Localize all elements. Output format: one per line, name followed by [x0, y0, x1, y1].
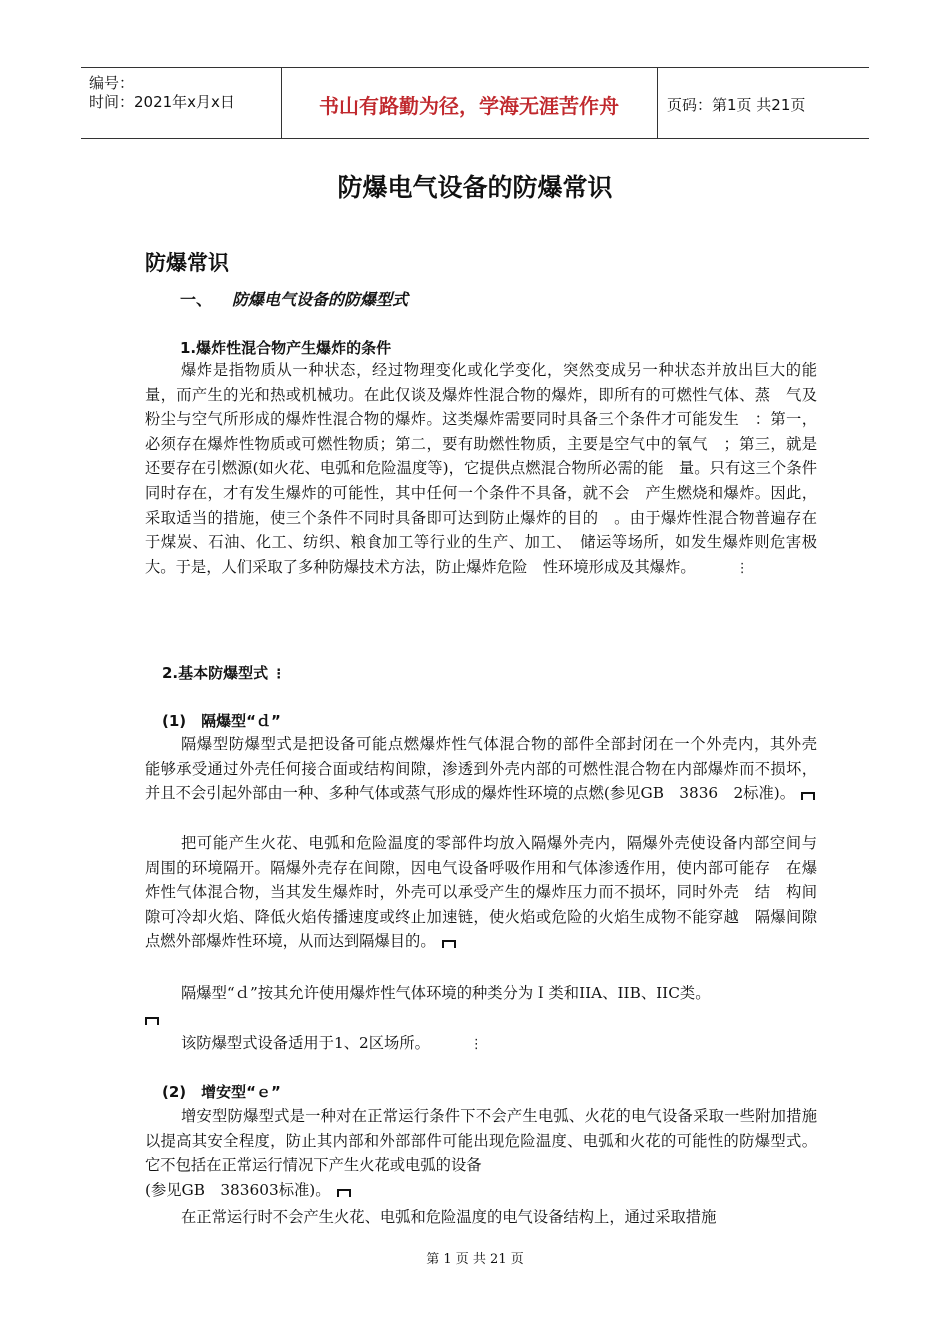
heading-text: 2.基本防爆型式 — [162, 664, 269, 682]
subsection-heading — [180, 287, 408, 310]
header-page-cell — [657, 68, 869, 138]
paragraph-increased-safety-1 — [145, 1104, 817, 1202]
paragraph-body: 爆炸是指物质从一种状态，经过物理变化或化学变化，突然变成另一种状态并放出巨大的能量，而产生的光和热或机械功。在此仅谈及爆炸性混合物的爆炸，即所有的可燃性气体、蒸 气及粉尘与空气所形成的爆炸性混合物的爆炸。这类爆炸需要同时具备三个条件才可能发生 ：第一，必须存在爆炸性物质或可燃性物质；第二，要有助燃性物质，主要是空气中的氧气 ；第三，就是还要存在引燃源(如火花、电弧和危险温度等)，它提供点燃混合物所必需的能 量。只有这三个条件同时存在，才有发生爆炸的可能性，其中任何一个条件不具备，就不会 产生燃烧和爆炸。因此，采取适当的措施，使三个条件不同时具备即可达到防止爆炸的目的 。由于爆炸性混合物普遍存在于煤炭、石油、化工、纺织、粮食加工等行业的生产、加工、 储运等场所，如发生爆炸则危害极大。于是，人们采取了多种防爆技术方法，防止爆炸危险 性环境形成及其爆炸。 — [145, 361, 817, 576]
page-footer: 第 1 页 共 21 页 — [426, 1252, 524, 1267]
continuation-marker: ⋮ — [272, 667, 286, 682]
paragraph-flameproof-1 — [145, 732, 833, 806]
paragraph-text — [145, 981, 817, 1006]
paragraph-increased-safety-2 — [145, 1205, 817, 1230]
header-motto-cell — [281, 68, 658, 138]
paragraph-mark-icon — [337, 1189, 351, 1197]
paragraph-explosion-conditions — [145, 358, 817, 581]
paragraph-text — [145, 831, 833, 954]
paragraph-text — [145, 1031, 817, 1058]
paragraph-body: 把可能产生火花、电弧和危险温度的零部件均放入隔爆外壳内，隔爆外壳使设备内部空间与 周围的环境隔开。隔爆外壳存在间隙，因电气设备呼吸作用和气体渗透作用，使内部可能存 在爆炸性气体混合物，当其发生爆炸时，外壳可以承受产生的爆炸压力而不损坏，同时外壳 结 构间隙可冷却火焰、降低火焰传播速度或终止加速链，使火焰或危险的火焰生成物不能穿越 隔爆间隙点燃外部爆炸性环境，从而达到隔爆目的。 — [145, 834, 833, 951]
paragraph-mark-icon — [801, 792, 815, 800]
paragraph-text — [145, 732, 833, 806]
paragraph-body: 隔爆型防爆型式是把设备可能点燃爆炸性气体混合物的部件全部封闭在一个外壳内，其外壳 能够承受通过外壳任何接合面或结构间隙，渗透到外壳内部的可燃性混合物在内部爆炸而不损坏，并且不会引起外部由一种、多种气体或蒸气形成的爆炸性环境的点燃(参见GB 3836 2标准)。 — [145, 735, 833, 803]
paragraph-text — [145, 358, 817, 581]
paragraph-body: 隔爆型“ｄ”按其允许使用爆炸性气体环境的种类分为Ｉ类和IIA、IIB、IIC类。 — [181, 984, 711, 1002]
heading-flameproof-d: (1) 隔爆型“ｄ” — [162, 712, 281, 730]
paragraph-flameproof-2 — [145, 831, 833, 954]
paragraph-flameproof-4 — [145, 1031, 817, 1058]
header-motto: 书山有路勤为径，学海无涯苦作舟 — [319, 94, 619, 118]
paragraph-text — [145, 1104, 817, 1178]
document-number-label: 编号： — [89, 74, 135, 92]
paragraph-flameproof-3 — [145, 981, 817, 1030]
header-meta-cell — [81, 68, 282, 138]
subsection-number: 一、 — [180, 290, 213, 309]
paragraph-text — [145, 1205, 817, 1230]
paragraph-body: 在正常运行时不会产生火花、电弧和危险温度的电气设备结构上，通过采取措施 — [181, 1208, 717, 1226]
header-page-info: 页码：第1页 共21页 — [667, 96, 806, 114]
paragraph-mark-icon — [145, 1017, 159, 1025]
paragraph-reference — [145, 1181, 351, 1199]
heading-basic-protection-types — [162, 662, 285, 683]
paragraph-body: 增安型防爆型式是一种对在正常运行条件下不会产生电弧、火花的电气设备采取一些附加措施以提高其安全程度，防止其内部和外部部件可能出现危险温度、电弧和火花的可能性的防爆型式。它不包括在正常运行情况下产生火花或电弧的设备 — [145, 1107, 817, 1175]
document-title: 防爆电气设备的防爆常识 — [337, 173, 613, 202]
paragraph-mark-icon — [442, 940, 456, 948]
paragraph-body: (参见GB 383603标准)。 — [145, 1180, 331, 1199]
document-date-label: 时间：2021年x月x日 — [89, 93, 235, 111]
continuation-marker: ⋮ — [469, 1037, 483, 1052]
heading-increased-safety-e: (2) 增安型“ｅ” — [162, 1083, 281, 1101]
section-title: 防爆常识 — [145, 251, 229, 275]
continuation-marker: ⋮ — [735, 560, 749, 576]
subsection-title: 防爆电气设备的防爆型式 — [232, 290, 409, 309]
paragraph-body: 该防爆型式设备适用于1、2区场所。 — [181, 1034, 430, 1052]
heading-explosion-conditions: 1.爆炸性混合物产生爆炸的条件 — [180, 339, 392, 357]
header-box — [81, 67, 869, 139]
